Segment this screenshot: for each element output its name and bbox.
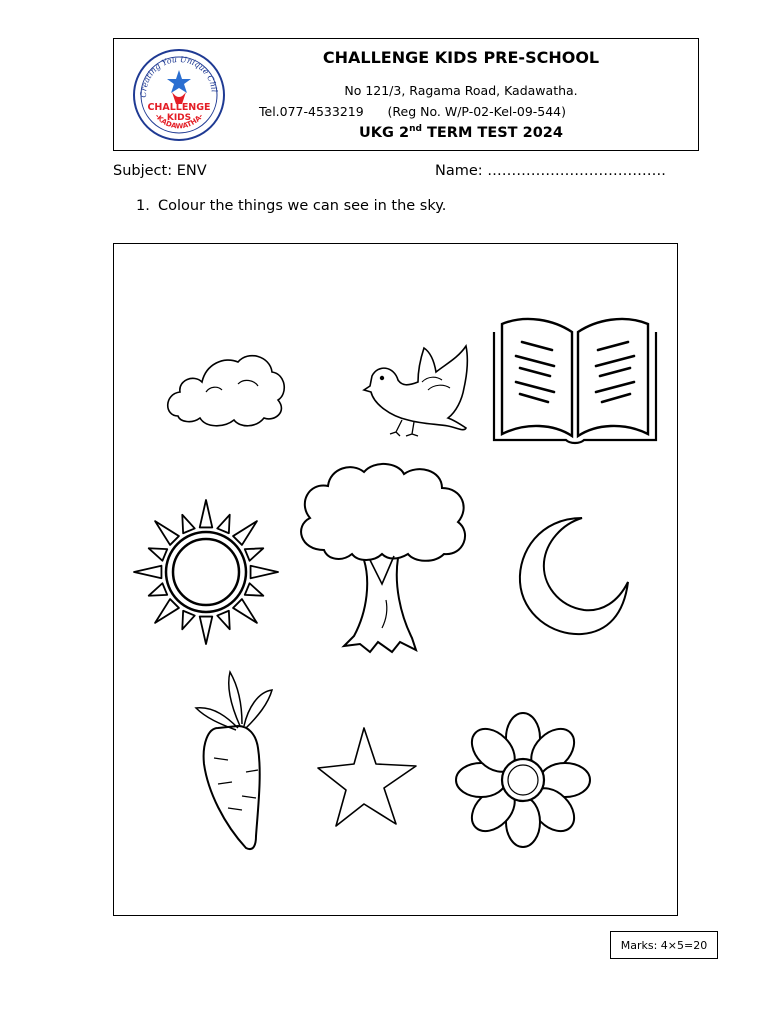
bird-icon[interactable] [362,340,472,444]
carrot-icon[interactable] [188,668,284,858]
school-logo [129,41,226,142]
subject-label: Subject: ENV [113,163,207,179]
sun-icon[interactable] [132,498,280,650]
test-title-suffix: TERM TEST 2024 [421,124,563,141]
sun-ray [233,599,257,623]
question-number: 1. [136,198,150,214]
sun-ray [200,500,213,527]
sun-ray [245,583,264,595]
picture-box [113,243,678,916]
question-text: Colour the things we can see in the sky. [158,198,447,214]
sun-ray [149,583,168,595]
tree-icon[interactable] [294,460,472,660]
marks-box: Marks: 4×5=20 [610,931,718,959]
logo-line1: CHALLENGE [147,102,211,113]
logo-line2: KIDS [166,113,192,123]
test-title [234,124,688,141]
school-header [113,38,699,151]
sun-ray [182,611,194,630]
question-1 [136,198,446,214]
test-title-sup: nd [409,124,422,134]
sun-ray [155,521,179,545]
name-field[interactable]: Name: ………………………………. [435,163,666,179]
moon-icon[interactable] [514,514,634,642]
logo-bottom-text: -KADAWATHA- [153,112,205,131]
cloud-icon[interactable] [166,346,286,440]
sun-ray [245,548,264,560]
sun-ray [182,515,194,534]
flower-icon[interactable] [448,708,598,862]
sun-ray [200,617,213,644]
logo-top-text: Creating You Unique Child [129,41,219,98]
sun-ray [233,521,257,545]
sun-ray [134,566,161,579]
book-icon[interactable] [492,306,658,450]
star-icon[interactable] [314,724,420,832]
school-tel: Tel.077-4533219 [259,104,364,119]
school-contact [259,104,566,119]
school-address: No 121/3, Ragama Road, Kadawatha. [344,83,578,98]
sun-ray [217,515,229,534]
sun-ray [251,566,278,579]
sun-ray [155,599,179,623]
sun-ray [217,611,229,630]
test-title-prefix: UKG 2 [359,124,410,141]
sun-ray [149,548,168,560]
school-reg: (Reg No. W/P-02-Kel-09-544) [387,104,567,119]
school-name: CHALLENGE KIDS PRE-SCHOOL [322,48,600,67]
